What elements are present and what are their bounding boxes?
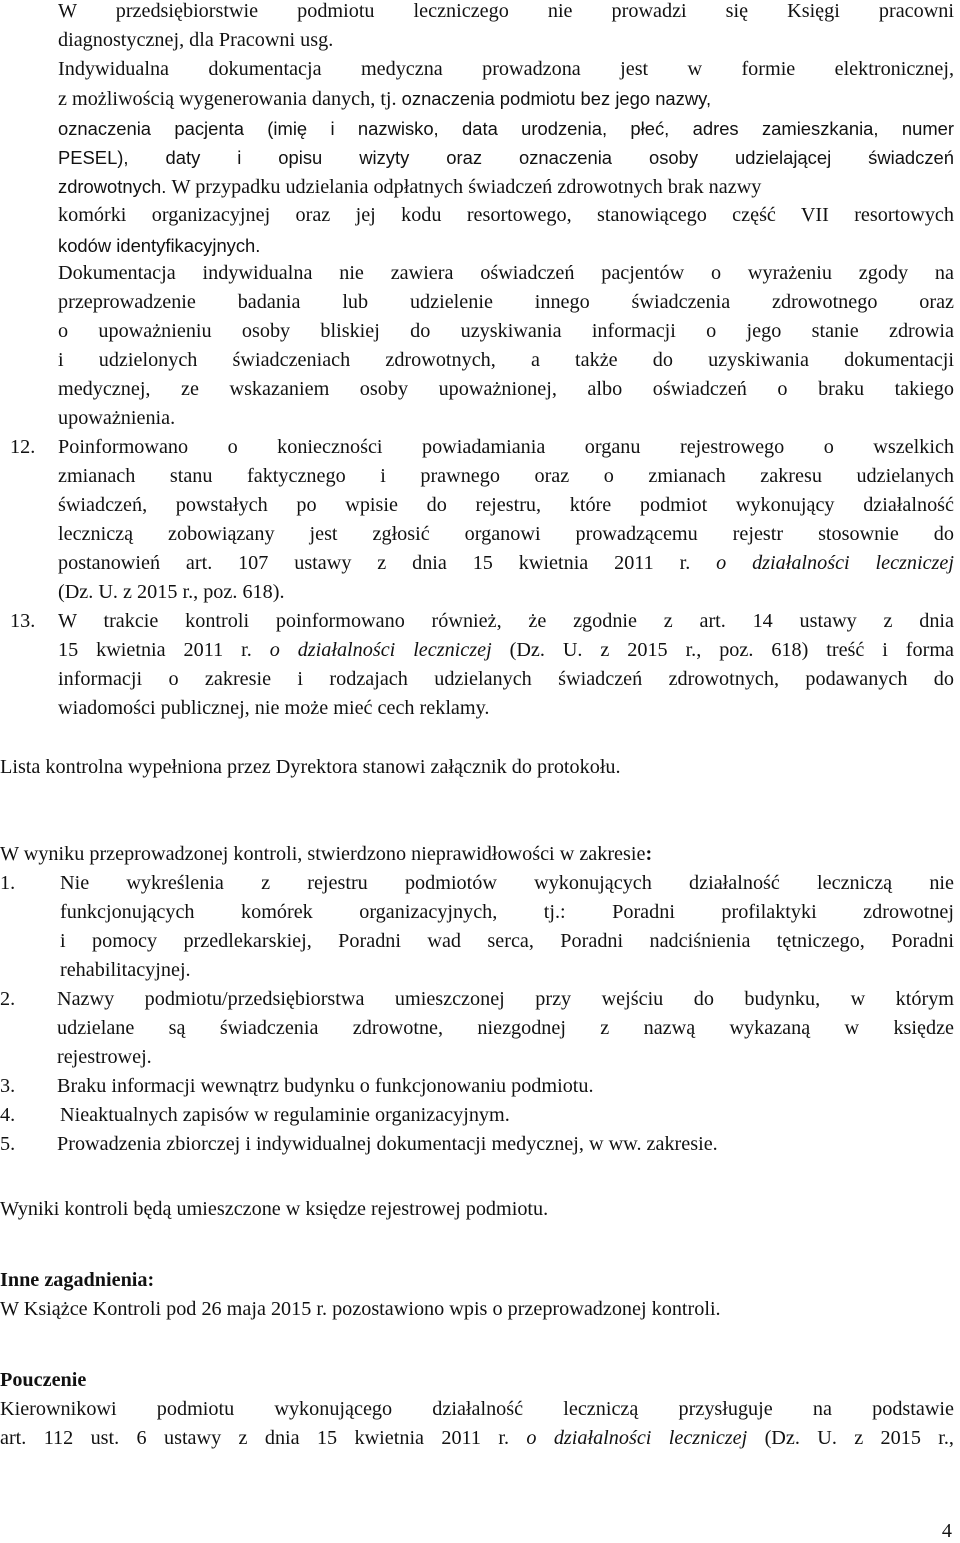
paragraph-line: Wyniki kontroli będą umieszczone w księdze rejestrowej podmiotu.	[0, 1198, 549, 1220]
list-number: 5.	[0, 1133, 16, 1155]
paragraph-line: komórki organizacyjnej oraz jej kodu resortowego, stanowiącego część VII resortowych	[58, 204, 954, 226]
list-number: 4.	[0, 1104, 16, 1126]
paragraph-line: PESEL), daty i opisu wizyty oraz oznaczenia osoby udzielającej świadczeń	[58, 147, 954, 168]
act-title: o działalności leczniczej	[526, 1427, 748, 1449]
paragraph-line: zmianach stanu faktycznego i prawnego oraz o zmianach zakresu udzielanych	[58, 465, 954, 487]
paragraph-line: W trakcie kontroli poinformowano również, że zgodnie z art. 14 ustawy z dnia	[58, 610, 954, 632]
list-number: 13.	[10, 610, 36, 632]
finding-item: Prowadzenia zbiorczej i indywidualnej dokumentacji medycznej, w ww. zakresie.	[57, 1133, 718, 1155]
act-title: o działalności leczniczej	[269, 639, 492, 661]
paragraph-line: i udzielonych świadczeniach zdrowotnych, a także do uzyskiwania dokumentacji	[58, 349, 954, 371]
paragraph-line: przeprowadzenie badania lub udzielenie innego świadczenia zdrowotnego oraz	[58, 291, 954, 313]
finding-item: udzielane są świadczenia zdrowotne, niezgodnej z nazwą wykazaną w księdze	[57, 1017, 954, 1039]
paragraph-line: Lista kontrolna wypełniona przez Dyrektora stanowi załącznik do protokołu.	[0, 756, 621, 778]
finding-item: rehabilitacyjnej.	[60, 959, 191, 981]
paragraph-line: medycznej, ze wskazaniem osoby upoważnionej, albo oświadczeń o braku takiego	[58, 378, 954, 400]
paragraph-line: oznaczenia pacjenta (imię i nazwisko, data urodzenia, płeć, adres zamieszkania, numer	[58, 118, 954, 139]
paragraph-line: Dokumentacja indywidualna nie zawiera oświadczeń pacjentów o wyrażeniu zgody na	[58, 262, 954, 284]
act-title: o działalności leczniczej	[716, 552, 954, 574]
paragraph-line: informacji o zakresie i rodzajach udzielanych świadczeń zdrowotnych, podawanych do	[58, 668, 954, 690]
section-heading: Inne zagadnienia:	[0, 1269, 155, 1291]
paragraph-line: z możliwością wygenerowania danych, tj. oznaczenia podmiotu bez jego nazwy,	[58, 88, 712, 110]
paragraph-line: W Książce Kontroli pod 26 maja 2015 r. pozostawiono wpis o przeprowadzonej kontroli.	[0, 1298, 721, 1320]
page-number: 4	[941, 1520, 952, 1542]
finding-item: Nie wykreślenia z rejestru podmiotów wykonujących działalność leczniczą nie	[60, 872, 954, 894]
paragraph-line: upoważnienia.	[58, 407, 176, 429]
list-number: 2.	[0, 988, 16, 1010]
section-heading: Pouczenie	[0, 1369, 87, 1391]
paragraph-line: postanowień art. 107 ustawy z dnia 15 kwietnia 2011 r. o działalności leczniczej	[58, 552, 954, 574]
paragraph-line: (Dz. U. z 2015 r., poz. 618).	[58, 581, 285, 603]
paragraph-line: zdrowotnych. W przypadku udzielania odpłatnych świadczeń zdrowotnych brak nazwy	[58, 176, 762, 198]
paragraph-line: kodów identyfikacyjnych.	[58, 235, 261, 256]
paragraph-line: 15 kwietnia 2011 r. o działalności leczniczej (Dz. U. z 2015 r., poz. 618) treść i forma	[58, 639, 955, 661]
paragraph-line: art. 112 ust. 6 ustawy z dnia 15 kwietnia 2011 r. o działalności leczniczej (Dz. U. z 2015 r.,	[0, 1427, 954, 1449]
finding-item: Nieaktualnych zapisów w regulaminie organizacyjnym.	[60, 1104, 510, 1126]
paragraph-line: o upoważnieniu osoby bliskiej do uzyskiwania informacji o jego stanie zdrowia	[58, 320, 954, 342]
paragraph-line: Indywidualna dokumentacja medyczna prowadzona jest w formie elektronicznej,	[58, 58, 954, 80]
paragraph-line: świadczeń, powstałych po wpisie do rejestru, które podmiot wykonujący działalność	[58, 494, 954, 516]
sans-text: zdrowotnych.	[58, 176, 172, 197]
finding-item: Braku informacji wewnątrz budynku o funkcjonowaniu podmiotu.	[57, 1075, 594, 1097]
paragraph-line: wiadomości publicznej, nie może mieć cech reklamy.	[58, 697, 490, 719]
paragraph-line: leczniczą zobowiązany jest zgłosić organowi prowadzącemu rejestr stosownie do	[58, 523, 954, 545]
paragraph-line: W przedsiębiorstwie podmiotu leczniczego nie prowadzi się Księgi pracowni	[58, 0, 954, 22]
sans-text: oznaczenia podmiotu bez jego nazwy,	[401, 88, 712, 109]
paragraph-line: Poinformowano o konieczności powiadamiania organu rejestrowego o wszelkich	[58, 436, 954, 458]
finding-item: Nazwy podmiotu/przedsiębiorstwa umieszczonej przy wejściu do budynku, w którym	[57, 988, 954, 1010]
finding-item: i pomocy przedlekarskiej, Poradni wad serca, Poradni nadciśnienia tętniczego, Poradni	[60, 930, 954, 952]
list-number: 1.	[0, 872, 16, 894]
paragraph-line: Kierownikowi podmiotu wykonującego działalność leczniczą przysługuje na podstawie	[0, 1398, 954, 1420]
list-number: 12.	[10, 436, 36, 458]
finding-item: funkcjonujących komórek organizacyjnych, tj.: Poradni profilaktyki zdrowotnej	[60, 901, 954, 923]
paragraph-line: diagnostycznej, dla Pracowni usg.	[58, 29, 334, 51]
findings-intro: W wyniku przeprowadzonej kontroli, stwierdzono nieprawidłowości w zakresie:	[0, 843, 653, 865]
list-number: 3.	[0, 1075, 16, 1097]
finding-item: rejestrowej.	[57, 1046, 152, 1068]
